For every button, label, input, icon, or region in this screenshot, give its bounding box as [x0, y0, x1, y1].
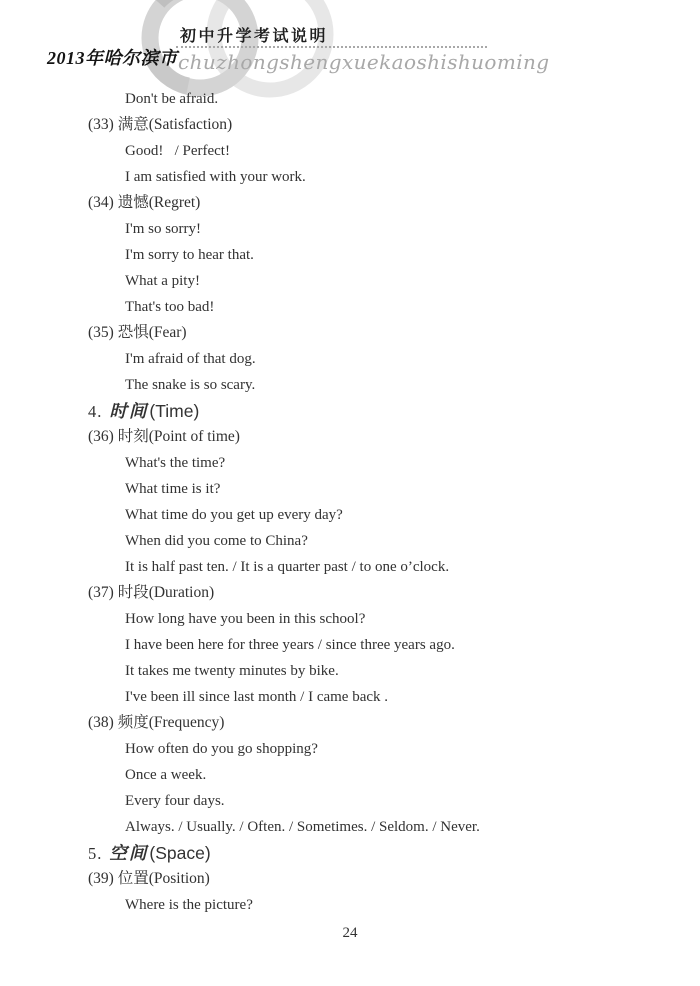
sentence-line: Good! / Perfect! — [125, 143, 230, 159]
edition-label: 2013年哈尔滨市 — [47, 48, 178, 68]
sentence-line: Always. / Usually. / Often. / Sometimes. / Seldom. / Never. — [125, 819, 480, 835]
sentence-line: I've been ill since last month / I came back . — [125, 689, 389, 705]
pinyin-subtitle: chuzhongshengxuekaoshishuoming — [178, 50, 550, 74]
sentence-line: Once a week. — [125, 767, 207, 783]
sentence-line: It is half past ten. / It is a quarter past / to one o’clock. — [125, 559, 450, 575]
page-title: 初中升学考试说明 — [180, 28, 329, 45]
numbered-item: (39) 位置(Position) — [88, 870, 210, 887]
sentence-line: What's the time? — [125, 455, 226, 471]
sentence-line: What time do you get up every day? — [125, 507, 343, 523]
section-title-chinese: 空间 — [109, 843, 149, 863]
section-heading — [88, 840, 674, 866]
numbered-item: (37) 时段(Duration) — [88, 584, 215, 601]
section-number: 4. — [88, 402, 103, 421]
header-divider — [176, 46, 487, 48]
sentence-line: What a pity! — [125, 273, 200, 289]
sentence-line: I'm so sorry! — [125, 221, 202, 237]
sentence-line: When did you come to China? — [125, 533, 308, 549]
section-number: 5. — [88, 844, 103, 863]
sentence-line: I have been here for three years / since three years ago. — [125, 637, 455, 653]
numbered-item: (33) 满意(Satisfaction) — [88, 116, 233, 133]
page-number: 24 — [342, 925, 358, 941]
numbered-item: (38) 频度(Frequency) — [88, 714, 225, 731]
sentence-line: The snake is so scary. — [125, 377, 256, 393]
section-title-english: (Space) — [149, 843, 211, 863]
sentence-line: I'm sorry to hear that. — [125, 247, 254, 263]
page-header — [0, 0, 700, 90]
sentence-line: What time is it? — [125, 481, 221, 497]
sentence-line: Don't be afraid. — [125, 91, 219, 107]
numbered-item: (35) 恐惧(Fear) — [88, 324, 187, 341]
sentence-line: I am satisfied with your work. — [125, 169, 306, 185]
sentence-line: I'm afraid of that dog. — [125, 351, 256, 367]
sentence-line: How long have you been in this school? — [125, 611, 366, 627]
section-title-english: (Time) — [149, 401, 200, 421]
sentence-line: Where is the picture? — [125, 897, 253, 913]
section-title-chinese: 时间 — [109, 401, 149, 421]
numbered-item: (34) 遗憾(Regret) — [88, 194, 201, 211]
numbered-item: (36) 时刻(Point of time) — [88, 428, 240, 445]
sentence-line: That's too bad! — [125, 299, 215, 315]
section-heading — [88, 398, 674, 424]
content-lines — [88, 86, 674, 918]
sentence-line: It takes me twenty minutes by bike. — [125, 663, 339, 679]
sentence-line: How often do you go shopping? — [125, 741, 318, 757]
sentence-line: Every four days. — [125, 793, 225, 809]
